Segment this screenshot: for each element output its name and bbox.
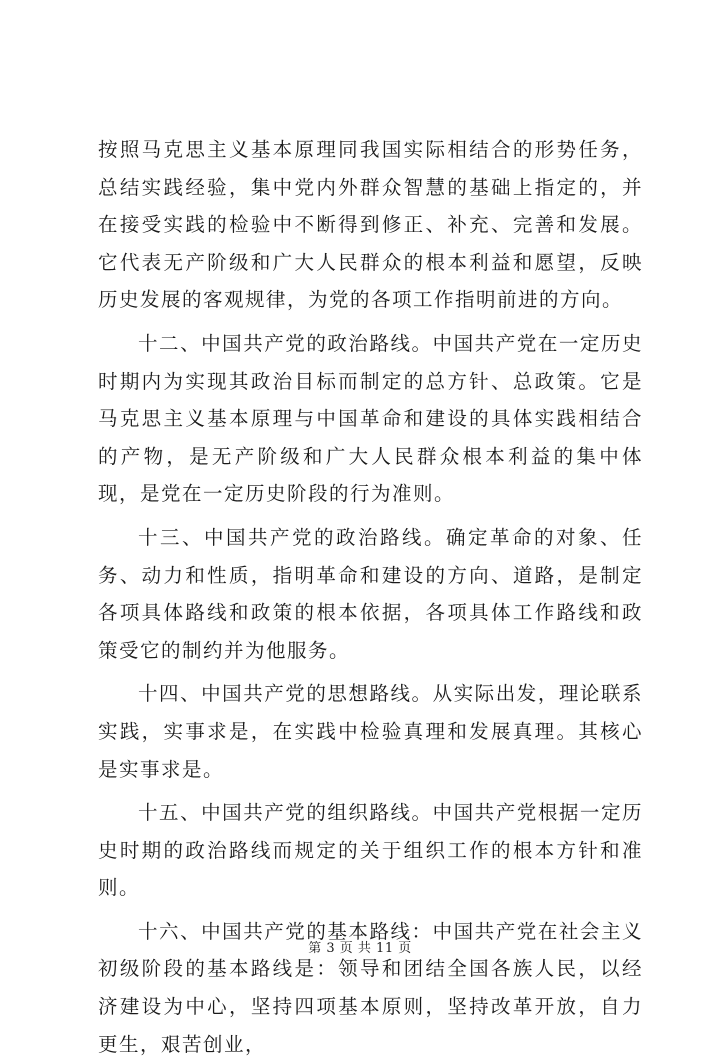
paragraph-political-line-12: 十二、中国共产党的政治路线。中国共产党在一定历史时期内为实现其政治目标而制定的总方针、总政策。它是马克思主义基本原理与中国革命和建设的具体实践相结合的产物，是无产阶级和广大人民群众根本利益的集中体现，是党在一定历史阶段的行为准则。 — [98, 331, 643, 506]
paragraph-political-line-13: 十三、中国共产党的政治路线。确定革命的对象、任务、动力和性质，指明革命和建设的方向、道路，是制定各项具体路线和政策的根本依据，各项具体工作路线和政策受它的制约并为他服务。 — [98, 525, 643, 662]
paragraph-basic-line-16: 十六、中国共产党的基本路线：中国共产党在社会主义初级阶段的基本路线是：领导和团结全国各族人民，以经济建设为中心，坚持四项基本原则，坚持改革开放，自力更生，艰苦创业， — [98, 919, 643, 1056]
paragraph-ideological-line-14: 十四、中国共产党的思想路线。从实际出发，理论联系实践，实事求是，在实践中检验真理和发展真理。其核心是实事求是。 — [98, 682, 643, 781]
paragraph-continuation: 按照马克思主义基本原理同我国实际相结合的形势任务，总结实践经验，集中党内外群众智慧的基础上指定的，并在接受实践的检验中不断得到修正、补充、完善和发展。它代表无产阶级和广大人民群众的根本利益和愿望，反映历史发展的客观规律，为党的各项工作指明前进的方向。 — [98, 138, 643, 312]
paragraph-organizational-line-15: 十五、中国共产党的组织路线。中国共产党根据一定历史时期的政治路线而规定的关于组织工作的根本方针和准则。 — [98, 801, 643, 900]
document-body — [98, 131, 643, 1063]
page-number-footer: 第 3 页 共 11 页 — [308, 941, 412, 956]
